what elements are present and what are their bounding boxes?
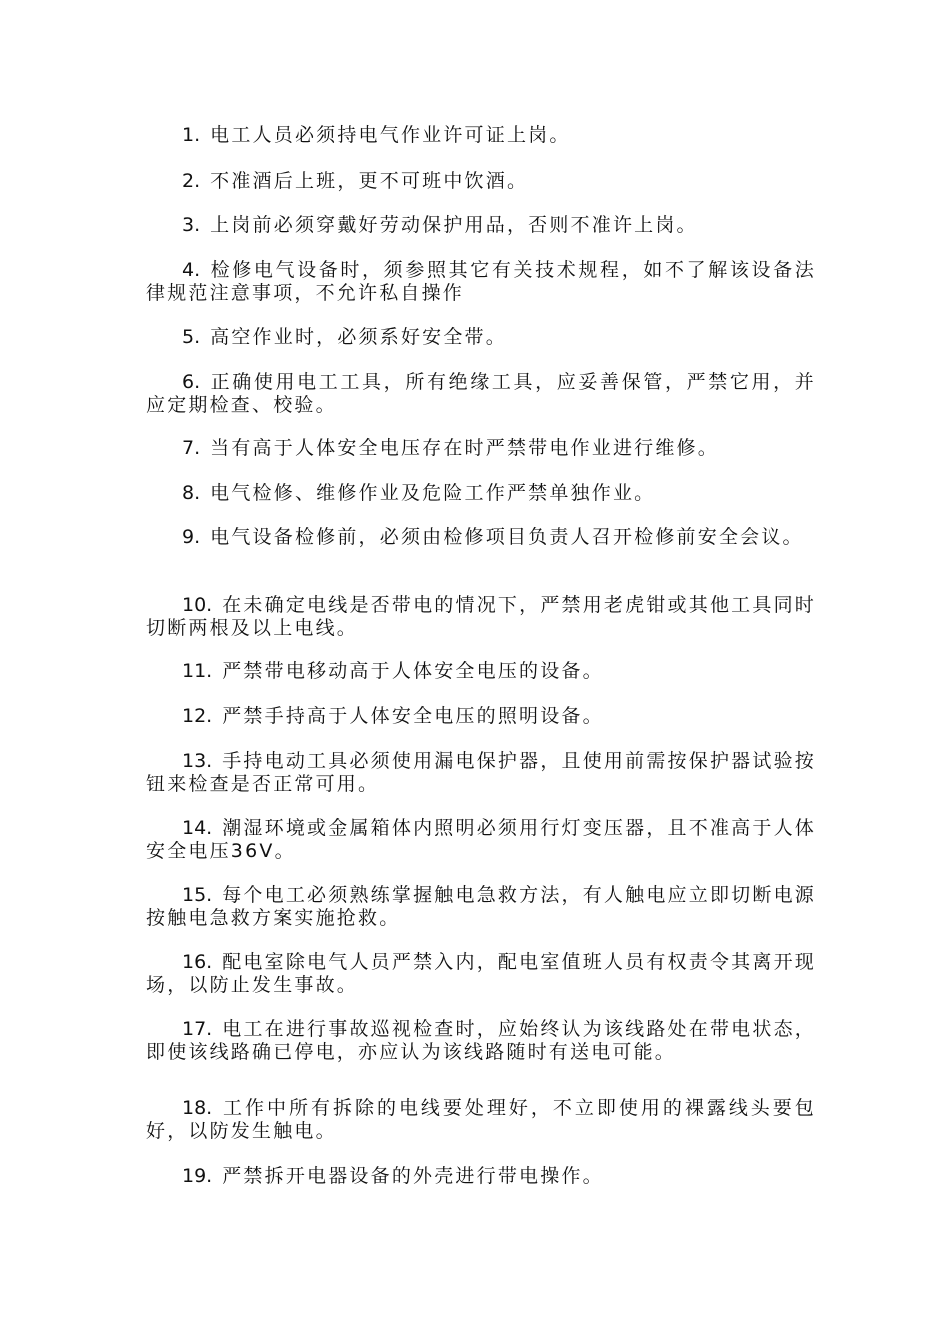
rule-item	[146, 526, 816, 549]
rule-item	[146, 817, 816, 863]
rule-text: 工作中所有拆除的电线要处理好，不立即使用的裸露线头要包好，以防发生触电。	[146, 1097, 816, 1142]
rule-item	[146, 371, 816, 417]
rule-text: 电工在进行事故巡视检查时，应始终认为该线路处在带电状态，即使该线路确已停电，亦应认为该线路随时有送电可能。	[146, 1018, 816, 1063]
rule-number: 17.	[182, 1018, 213, 1040]
rule-number: 10.	[182, 594, 213, 616]
rule-text: 每个电工必须熟练掌握触电急救方法，有人触电应立即切断电源按触电急救方案实施抢救。	[146, 884, 816, 929]
rule-item	[146, 594, 816, 640]
rule-number: 12.	[182, 705, 213, 727]
rule-number: 5.	[182, 326, 201, 348]
rule-text: 潮湿环境或金属箱体内照明必须用行灯变压器，且不准高于人体安全电压36V。	[146, 817, 816, 862]
rule-number: 4.	[182, 259, 201, 281]
rule-item	[146, 170, 816, 193]
rule-text: 电工人员必须持电气作业许可证上岗。	[210, 124, 571, 146]
rule-number: 18.	[182, 1097, 213, 1119]
rule-number: 14.	[182, 817, 213, 839]
rule-item	[146, 482, 816, 505]
rule-text: 手持电动工具必须使用漏电保护器，且使用前需按保护器试验按钮来检查是否正常可用。	[146, 750, 816, 795]
rule-text: 严禁手持高于人体安全电压的照明设备。	[222, 705, 604, 727]
rule-item	[146, 750, 816, 796]
rule-number: 2.	[182, 170, 201, 192]
rule-item	[146, 884, 816, 930]
rule-number: 11.	[182, 660, 213, 682]
rule-item	[146, 660, 816, 683]
rule-item	[146, 705, 816, 728]
rule-text: 配电室除电气人员严禁入内，配电室值班人员有权责令其离开现场，以防止发生事故。	[146, 951, 816, 996]
rule-item	[146, 259, 816, 305]
rule-text: 高空作业时，必须系好安全带。	[210, 326, 507, 348]
rule-number: 7.	[182, 437, 201, 459]
rule-text: 检修电气设备时，须参照其它有关技术规程，如不了解该设备法律规范注意事项，不允许私自操作	[146, 259, 816, 304]
rule-text: 正确使用电工工具，所有绝缘工具，应妥善保管，严禁它用，并应定期检查、校验。	[146, 371, 816, 416]
rule-text: 严禁带电移动高于人体安全电压的设备。	[222, 660, 604, 682]
rule-item	[146, 951, 816, 997]
rule-text: 严禁拆开电器设备的外壳进行带电操作。	[222, 1165, 604, 1187]
rule-item	[146, 124, 816, 147]
rule-number: 15.	[182, 884, 213, 906]
rule-text: 在未确定电线是否带电的情况下，严禁用老虎钳或其他工具同时切断两根及以上电线。	[146, 594, 816, 639]
rule-item	[146, 214, 816, 237]
rule-item	[146, 437, 816, 460]
rule-text: 电气设备检修前，必须由检修项目负责人召开检修前安全会议。	[210, 526, 804, 548]
rule-text: 不准酒后上班，更不可班中饮酒。	[210, 170, 529, 192]
rule-item	[146, 1097, 816, 1143]
rule-text: 电气检修、维修作业及危险工作严禁单独作业。	[210, 482, 656, 504]
rule-text: 上岗前必须穿戴好劳动保护用品，否则不准许上岗。	[210, 214, 698, 236]
rule-number: 1.	[182, 124, 201, 146]
rule-item	[146, 1018, 816, 1064]
rule-number: 6.	[182, 371, 201, 393]
rule-number: 13.	[182, 750, 213, 772]
rule-number: 19.	[182, 1165, 213, 1187]
rule-number: 3.	[182, 214, 201, 236]
rule-number: 9.	[182, 526, 201, 548]
rule-number: 16.	[182, 951, 213, 973]
rule-item	[146, 1165, 816, 1188]
rule-number: 8.	[182, 482, 201, 504]
rule-text: 当有高于人体安全电压存在时严禁带电作业进行维修。	[210, 437, 719, 459]
rule-item	[146, 326, 816, 349]
